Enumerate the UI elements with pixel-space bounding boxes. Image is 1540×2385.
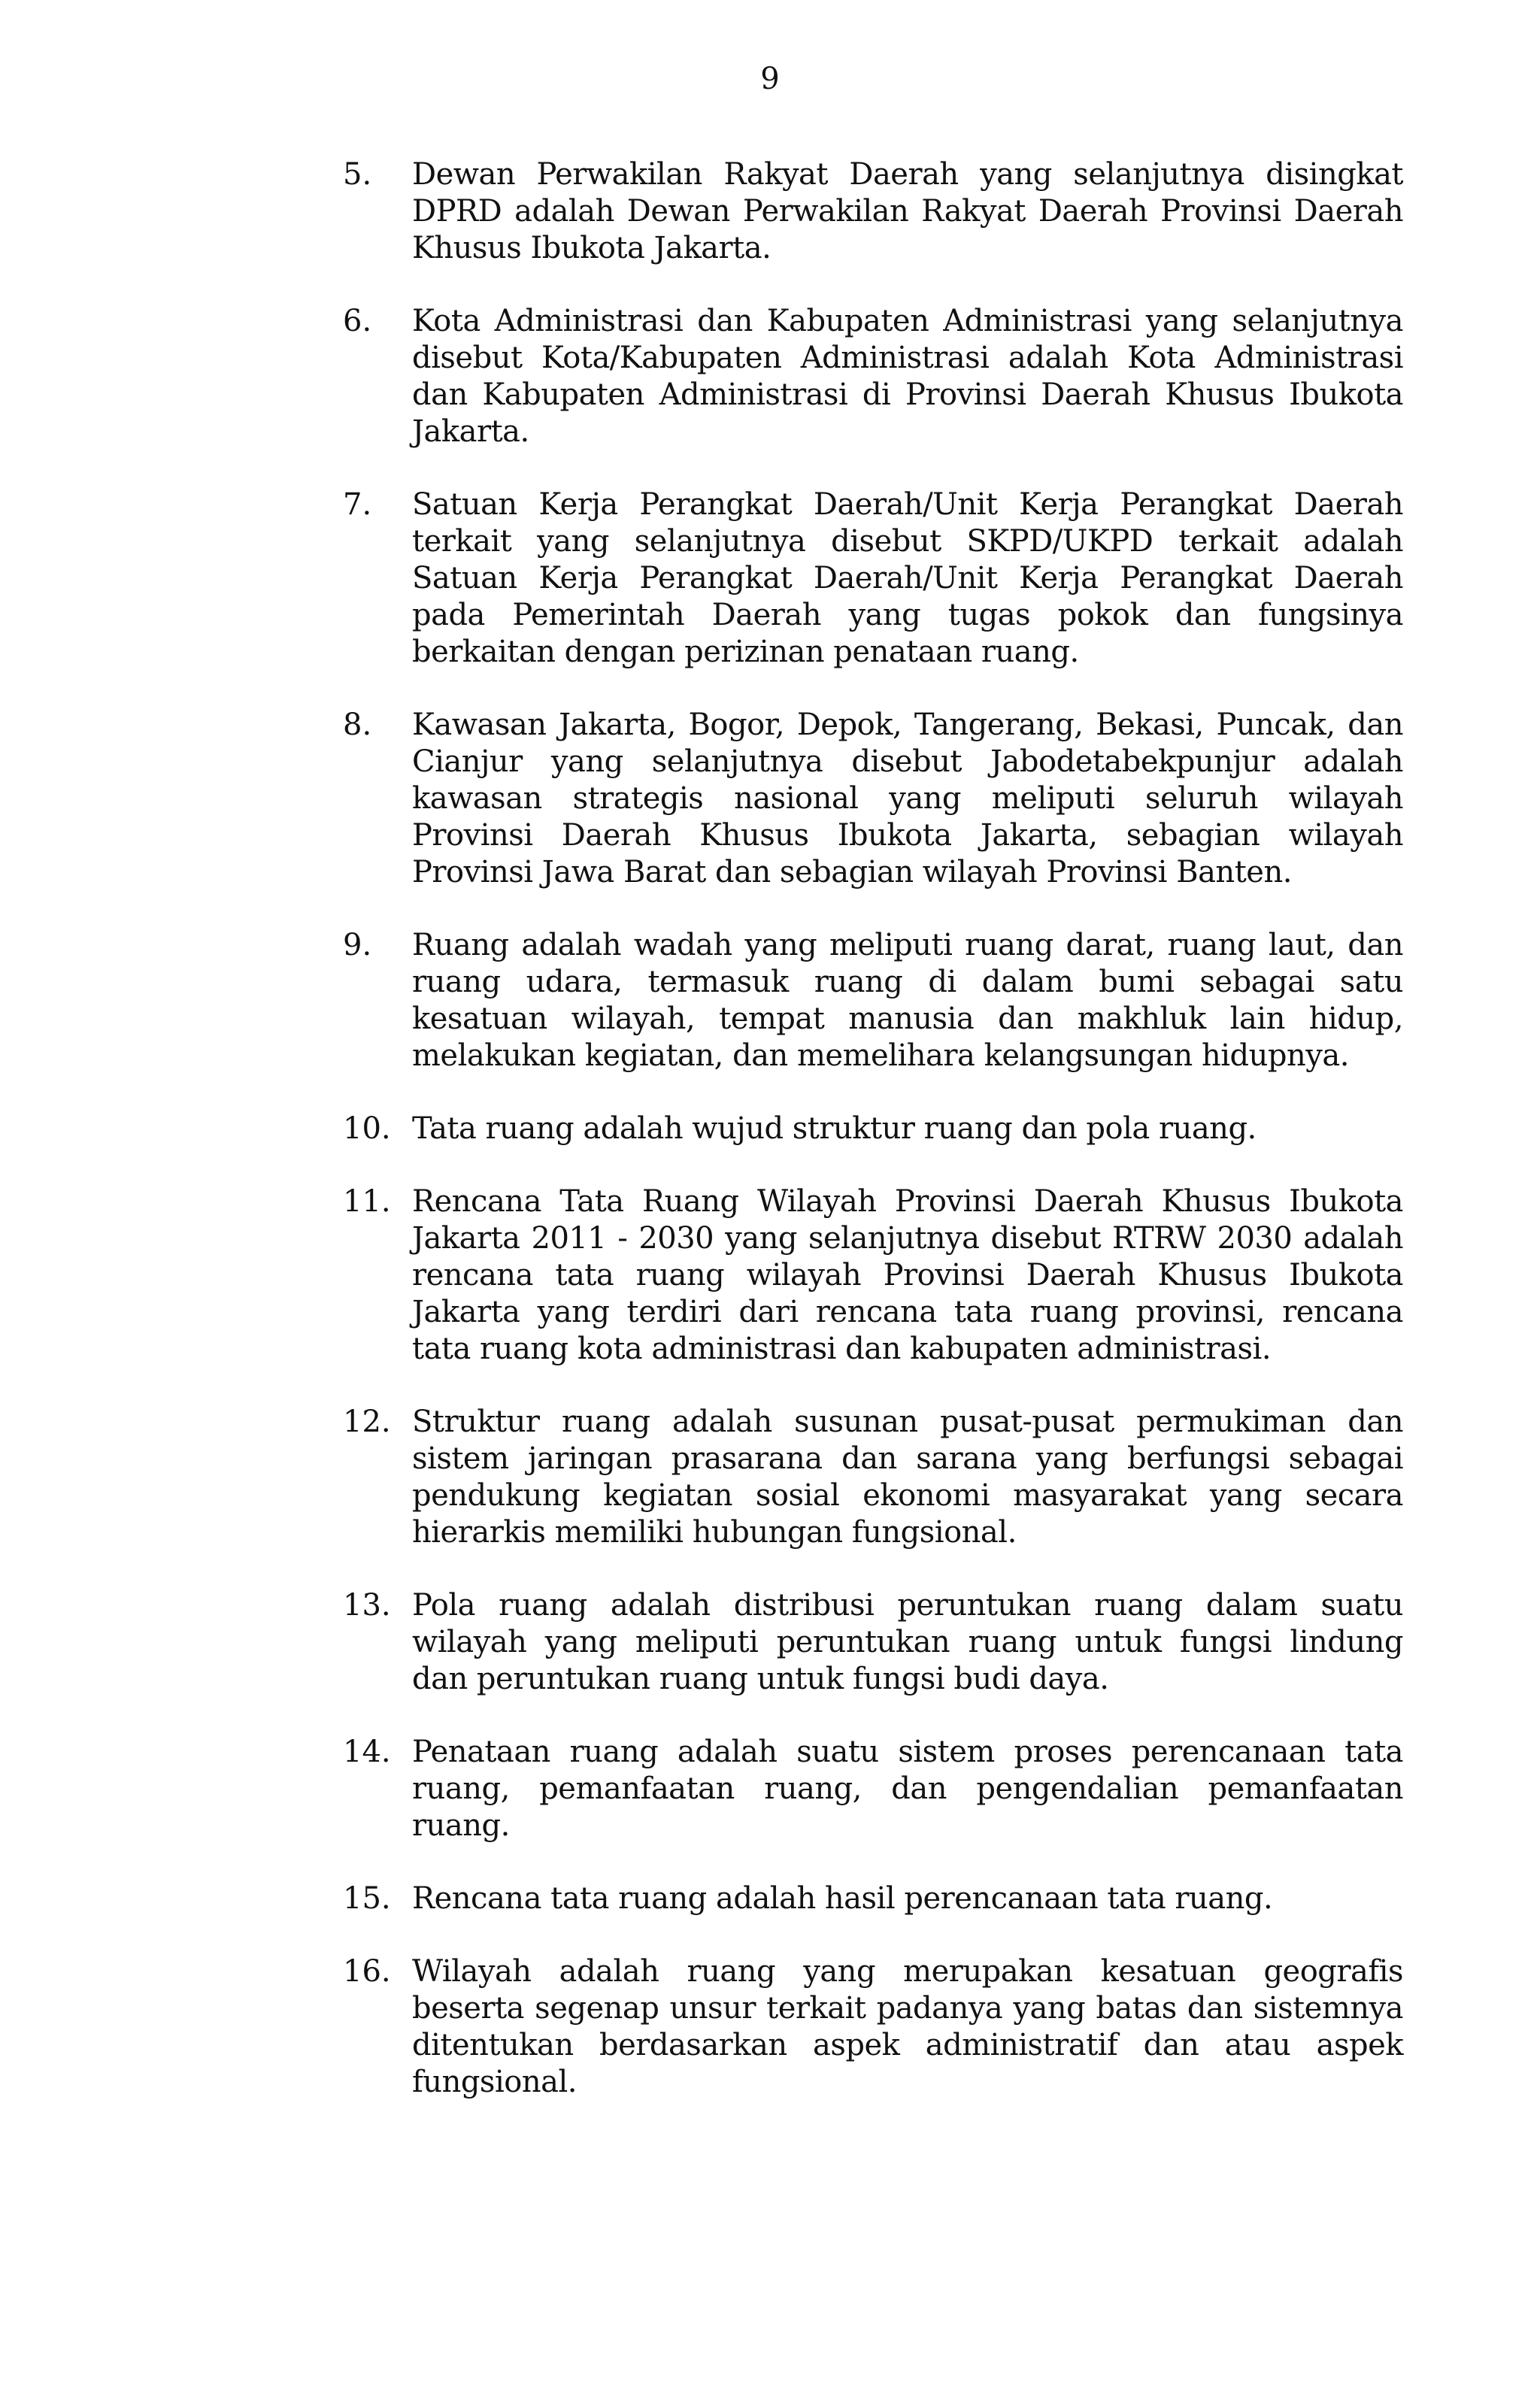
- item-text: Rencana tata ruang adalah hasil perencanaan tata ruang.: [412, 1881, 1273, 1916]
- item-text: Struktur ruang adalah susunan pusat-pusat permukiman dan sistem jaringan prasarana dan sarana yang berfungsi sebagai pendukung kegiatan sosial ekonomi masyarakat yang secara hierarkis memiliki hubungan fungsional.: [412, 1405, 1403, 1550]
- item-text: Kawasan Jakarta, Bogor, Depok, Tangerang, Bekasi, Puncak, dan Cianjur yang selanjutnya disebut Jabodetabekpunjur adalah kawasan strategis nasional yang meliputi seluruh wilayah Provinsi Daerah Khusus Ibukota Jakarta, sebagian wilayah Provinsi Jawa Barat dan sebagian wilayah Provinsi Banten.: [412, 708, 1403, 889]
- definition-item: [343, 1183, 1403, 1368]
- item-number: 16.: [343, 1954, 391, 1989]
- definition-item: [343, 156, 1403, 267]
- item-text: Wilayah adalah ruang yang merupakan kesatuan geografis beserta segenap unsur terkait padanya yang batas dan sistemnya ditentukan berdasarkan aspek administratif dan atau aspek fungsional.: [412, 1954, 1403, 2099]
- item-number: 5.: [343, 157, 372, 192]
- definition-item: [343, 707, 1403, 891]
- item-text: Dewan Perwakilan Rakyat Daerah yang selanjutnya disingkat DPRD adalah Dewan Perwakilan Rakyat Daerah Provinsi Daerah Khusus Ibukota Jakarta.: [412, 157, 1403, 265]
- item-number: 6.: [343, 304, 372, 338]
- item-number: 14.: [343, 1735, 391, 1769]
- page-number: 9: [760, 62, 780, 96]
- definition-item: [343, 1111, 1403, 1147]
- definition-item: [343, 1404, 1403, 1551]
- item-number: 12.: [343, 1405, 391, 1439]
- item-number: 15.: [343, 1881, 391, 1916]
- definition-item: [343, 1587, 1403, 1698]
- item-text: Rencana Tata Ruang Wilayah Provinsi Daerah Khusus Ibukota Jakarta 2011 - 2030 yang selanjutnya disebut RTRW 2030 adalah rencana tata ruang wilayah Provinsi Daerah Khusus Ibukota Jakarta yang terdiri dari rencana tata ruang provinsi, rencana tata ruang kota administrasi dan kabupaten administrasi.: [412, 1184, 1403, 1366]
- item-number: 13.: [343, 1588, 391, 1623]
- definition-item: [343, 1953, 1403, 2101]
- definition-item: [343, 927, 1403, 1074]
- item-number: 8.: [343, 708, 372, 742]
- item-text: Pola ruang adalah distribusi peruntukan ruang dalam suatu wilayah yang meliputi peruntukan ruang untuk fungsi lindung dan peruntukan ruang untuk fungsi budi daya.: [412, 1588, 1403, 1696]
- item-number: 9.: [343, 928, 372, 962]
- definitions-list: [343, 156, 1403, 2137]
- item-number: 11.: [343, 1184, 391, 1219]
- definition-item: [343, 303, 1403, 450]
- definition-item: [343, 1734, 1403, 1844]
- definition-item: [343, 1880, 1403, 1917]
- item-text: Satuan Kerja Perangkat Daerah/Unit Kerja Perangkat Daerah terkait yang selanjutnya disebut SKPD/UKPD terkait adalah Satuan Kerja Perangkat Daerah/Unit Kerja Perangkat Daerah pada Pemerintah Daerah yang tugas pokok dan fungsinya berkaitan dengan perizinan penataan ruang.: [412, 487, 1403, 669]
- definition-item: [343, 486, 1403, 671]
- item-text: Penataan ruang adalah suatu sistem proses perencanaan tata ruang, pemanfaatan ruang, dan pengendalian pemanfaatan ruang.: [412, 1735, 1403, 1843]
- item-text: Tata ruang adalah wujud struktur ruang dan pola ruang.: [412, 1111, 1257, 1146]
- item-text: Ruang adalah wadah yang meliputi ruang darat, ruang laut, dan ruang udara, termasuk ruang di dalam bumi sebagai satu kesatuan wilayah, tempat manusia dan makhluk lain hidup, melakukan kegiatan, dan memelihara kelangsungan hidupnya.: [412, 928, 1403, 1073]
- item-text: Kota Administrasi dan Kabupaten Administrasi yang selanjutnya disebut Kota/Kabupaten Administrasi adalah Kota Administrasi dan Kabupaten Administrasi di Provinsi Daerah Khusus Ibukota Jakarta.: [412, 304, 1403, 449]
- item-number: 7.: [343, 487, 372, 522]
- item-number: 10.: [343, 1111, 391, 1146]
